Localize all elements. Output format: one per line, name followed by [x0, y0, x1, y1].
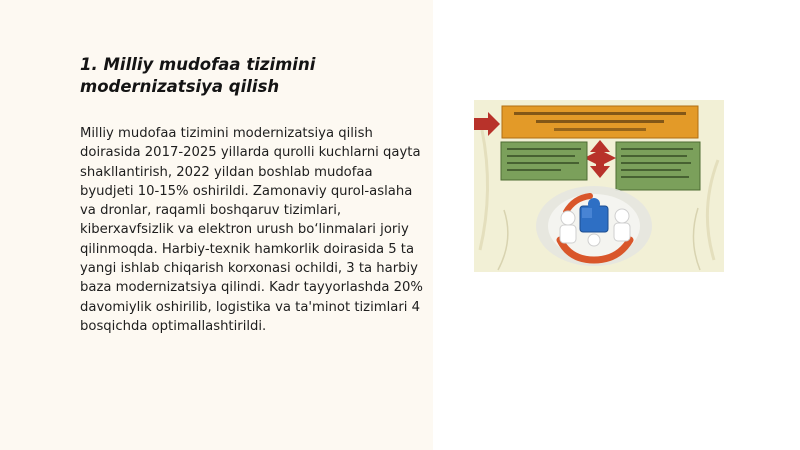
slide-body-text: Milliy mudofaa tizimini modernizatsiya qilish doirasida 2017-2025 yillarda qurolli kuchlarni qayta shakllantirish, 2022 yildan boshlab mudofaa byudjeti 10-15% oshirildi. Zamonaviy qurol-aslaha va dronlar, raqamli boshqaruv tizimlari, kiberxavfsizlik va elektron urush bo‘linmalari joriy qilinmoqda. Harbiy-texnik hamkorlik doirasida 5 ta yangi ishlab chiqarish korxonasi ochildi, 3 ta harbiy baza modernizatsiya qilindi. Kadr tayyorlashda 20% davomiylik oshirilib, logistika va ta'minot tizimlari 4 bosqichda optimallashtirildi. — [80, 126, 423, 334]
orange-banner — [502, 106, 698, 138]
slide-title: 1. Milliy mudofaa tizimini modernizatsiya qilish — [80, 55, 316, 96]
right-green-box — [616, 142, 700, 190]
illustration-graphic — [474, 100, 724, 272]
left-green-box — [501, 142, 587, 180]
illustration — [474, 100, 724, 272]
